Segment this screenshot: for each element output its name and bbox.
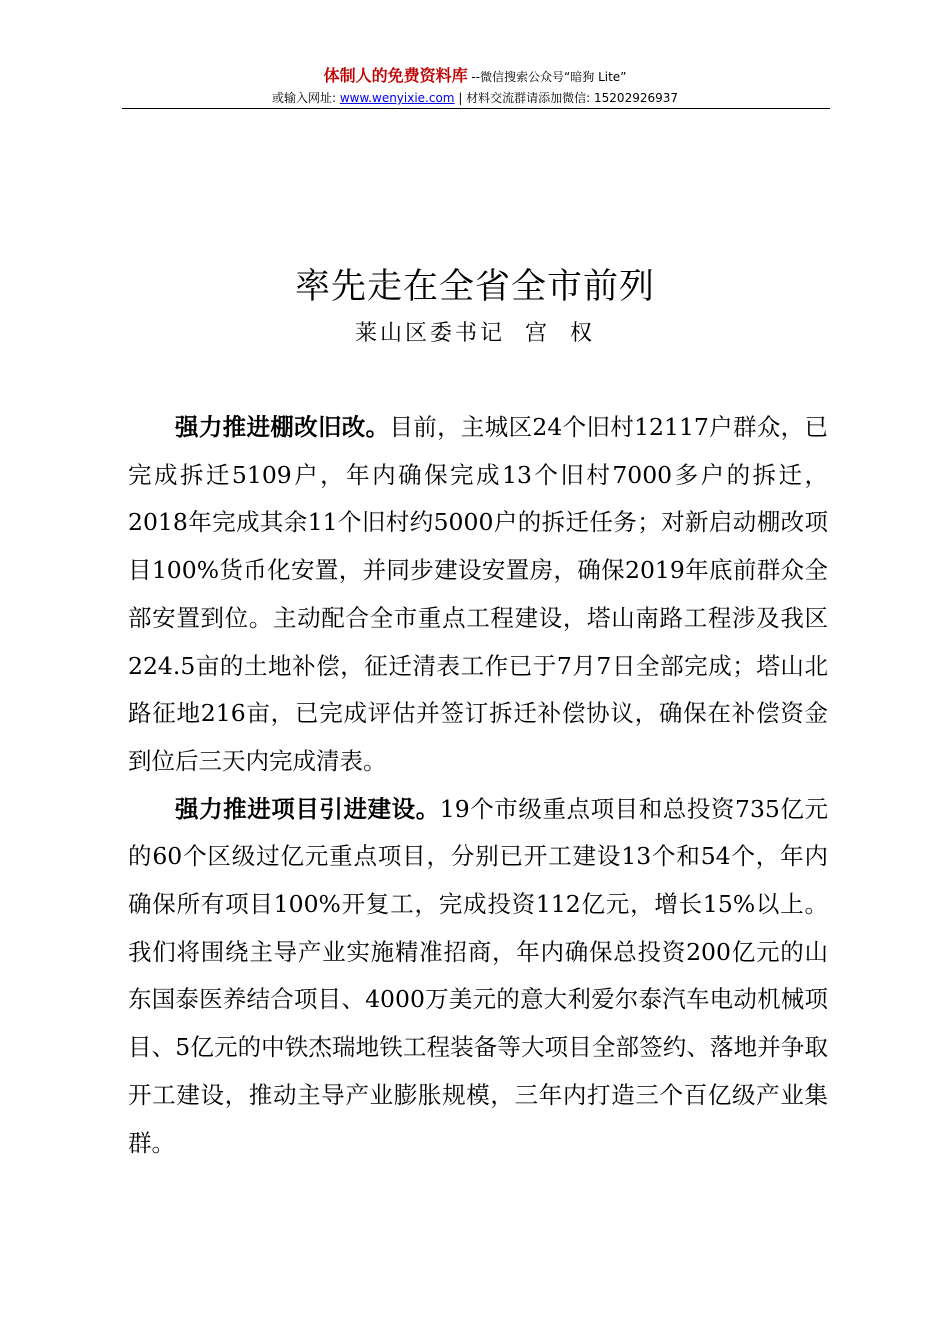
header-divider	[122, 108, 830, 109]
header-brand: 体制人的免费资料库	[323, 66, 468, 85]
document-title: 率先走在全省全市前列	[294, 267, 655, 307]
header-tagline: --微信搜索公众号“暗狗 Lite”	[467, 70, 627, 84]
header-url-link[interactable]: www.wenyixie.com	[339, 91, 455, 105]
header-brand-line	[0, 66, 950, 87]
document-author: 莱山区委书记 宫 权	[355, 321, 595, 346]
body-paragraph	[128, 404, 828, 786]
page-header	[0, 66, 950, 107]
header-contact-line	[0, 89, 950, 107]
paragraph-text: 目前，主城区24个旧村12117户群众，已完成拆迁5109户，年内确保完成13个旧村7000多户的拆迁，2018年完成其余11个旧村约5000户的拆迁任务；对新启动棚改项目100%货币化安置，并同步建设安置房，确保2019年底前群众全部安置到位。主动配合全市重点工程建设，塔山南路工程涉及我区224.5亩的土地补偿，征迁清表工作已于7月7日全部完成；塔山北路征地216亩，已完成评估并签订拆迁补偿协议，确保在补偿资金到位后三天内完成清表。	[128, 413, 828, 775]
paragraph-lead: 强力推进项目引进建设。	[175, 794, 440, 823]
body-paragraph	[128, 786, 828, 1168]
paragraph-text: 19个市级重点项目和总投资735亿元的60个区级过亿元重点项目，分别已开工建设13个和54个，年内确保所有项目100%开复工，完成投资112亿元，增长15%以上。我们将围绕主导产业实施精准招商，年内确保总投资200亿元的山东国泰医养结合项目、4000万美元的意大利爱尔泰汽车电动机械项目、5亿元的中铁杰瑞地铁工程装备等大项目全部签约、落地并争取开工建设，推动主导产业膨胀规模，三年内打造三个百亿级产业集群。	[128, 794, 828, 1157]
paragraph-lead: 强力推进棚改旧改。	[175, 413, 390, 441]
header-url-prefix: 或输入网址:	[271, 91, 340, 105]
document-body	[128, 404, 828, 1167]
header-contact: | 材料交流群请添加微信: 15202926937	[454, 91, 679, 105]
